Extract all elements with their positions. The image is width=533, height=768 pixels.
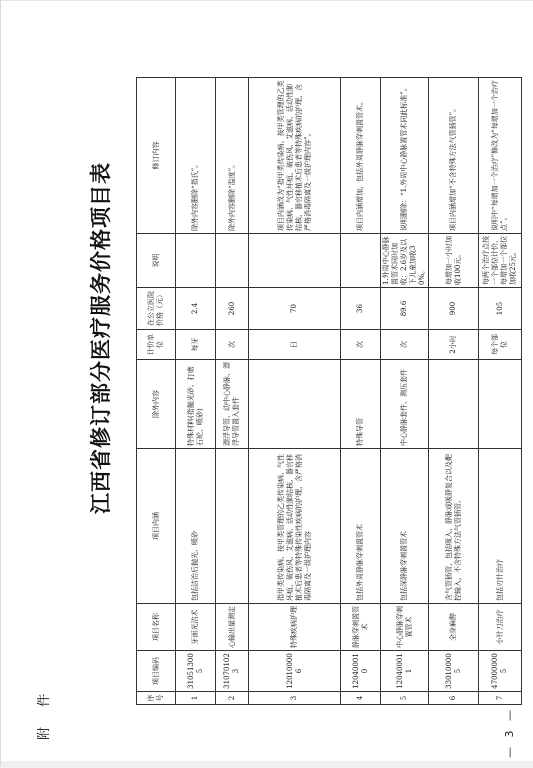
rotated-content — [1, 1, 533, 768]
cell-unit: 每牙 — [176, 330, 216, 360]
cell-note: 每增加一小时加收100元。 — [429, 234, 479, 288]
table-row — [249, 78, 341, 705]
cell-note — [176, 234, 216, 288]
cell-price: 260 — [216, 288, 249, 330]
cell-price: 2.4 — [176, 288, 216, 330]
price-revision-table — [136, 77, 522, 705]
cell-no: 3 — [249, 692, 341, 705]
cell-revision: 说明中“每增加一个治疗”修改为“每增加一个治疗点”。 — [479, 78, 522, 234]
cell-content: 包括外周静脉穿刺置管术 — [341, 449, 381, 604]
cell-name: 中心静脉穿刺置管术 — [381, 604, 429, 651]
cell-name: 牙面光洁术 — [176, 604, 216, 651]
cell-price: 900 — [429, 288, 479, 330]
cell-code: 310513005 — [176, 651, 216, 692]
col-header-code: 项目编码 — [137, 651, 176, 692]
cell-revision: 说明删除：“1.外周中心静脉置管术同此标准”。 — [381, 78, 429, 234]
cell-no: 4 — [341, 692, 381, 705]
col-header-unit: 计价单位 — [137, 330, 176, 360]
cell-content: 包括深静脉穿刺置管术 — [381, 449, 429, 604]
cell-note — [216, 234, 249, 288]
table-row — [429, 78, 479, 705]
col-header-no: 序号 — [137, 692, 176, 705]
cell-no: 2 — [216, 692, 249, 705]
cell-revision: 项目内涵增加，包括外周静脉穿刺置管术。 — [341, 78, 381, 234]
cell-name: 静脉穿刺置管术 — [341, 604, 381, 651]
cell-excluded: 漂浮导管、动中心静脉、漂浮导管置入套件 — [216, 360, 249, 449]
cell-excluded — [249, 360, 341, 449]
col-header-price: 在公立医院价格（元） — [137, 288, 176, 330]
cell-content: 含气管插管，包括吸入、静脉或吸静复合以及靶控输入，不含特殊方法气管插管。 — [429, 449, 479, 604]
cell-unit: 次 — [341, 330, 381, 360]
document-title: 江西省修订部分医疗服务价格项目表 — [88, 162, 113, 514]
table-row — [479, 78, 522, 705]
cell-excluded: 中心静脉套件、测压套件 — [381, 360, 429, 449]
table-row — [176, 78, 216, 705]
cell-price: 36 — [341, 288, 381, 330]
cell-content: 包括洁治后抛光、喷砂 — [176, 449, 216, 604]
cell-revision: 项目内涵改为“指甲类传染病、按甲类管理的乙类传染病、气性坏疽、破伤风、艾滋病、活动性肺结核、器官移植术后患者等特殊疾病的护理，含严格消毒隔离及一级护理内容”。 — [249, 78, 341, 234]
cell-price: 89.6 — [381, 288, 429, 330]
cell-no: 5 — [381, 692, 429, 705]
cell-code: 470000005 — [479, 651, 522, 692]
cell-revision: 项目内涵增加“不含特殊方法气管插管”。 — [429, 78, 479, 234]
cell-price: 105 — [479, 288, 522, 330]
cell-excluded — [479, 360, 522, 449]
cell-note: 1.外周中心静脉置管术同时加收；2.6岁及以下儿童加收30%。 — [381, 234, 429, 288]
attachment-label: 附 件 — [37, 685, 52, 740]
cell-unit: 2小时 — [429, 330, 479, 360]
cell-content: 指甲类传染病、按甲类管理的乙类传染病、气性坏疽、破伤风、艾滋病、活动性肺结核、器官移植术后患者等特殊传染性疾病的护理，含严格消毒隔离及一级护理内容 — [249, 449, 341, 604]
col-header-name: 项目名称 — [137, 604, 176, 651]
page-number: — 3 — — [503, 707, 516, 758]
table-row — [381, 78, 429, 705]
col-header-note: 说明 — [137, 234, 176, 288]
col-header-revision: 修订内容 — [137, 78, 176, 234]
col-header-content: 项目内涵 — [137, 449, 176, 604]
cell-unit: 次 — [216, 330, 249, 360]
cell-note — [341, 234, 381, 288]
cell-unit: 日 — [249, 330, 341, 360]
cell-name: 心输出量测定 — [216, 604, 249, 651]
cell-name: 小针刀治疗 — [479, 604, 522, 651]
cell-excluded: 特殊材料(指抛光砂、打磨石轮、喷砂) — [176, 360, 216, 449]
cell-code: 120100006 — [249, 651, 341, 692]
cell-revision: 除外内容删除“温度”。 — [216, 78, 249, 234]
cell-no: 7 — [479, 692, 522, 705]
cell-unit: 次 — [381, 330, 429, 360]
cell-no: 6 — [429, 692, 479, 705]
cell-content — [216, 449, 249, 604]
cell-name: 全身麻醉 — [429, 604, 479, 651]
cell-excluded: 特殊导管 — [341, 360, 381, 449]
col-header-excluded: 除外内容 — [137, 360, 176, 449]
cell-price: 70 — [249, 288, 341, 330]
table-row — [216, 78, 249, 705]
cell-code: 330100005 — [429, 651, 479, 692]
cell-excluded — [429, 360, 479, 449]
cell-note: 每两个治疗点按一个部位计价，每增加一个部位加收25元。 — [479, 234, 522, 288]
cell-code: 310701023 — [216, 651, 249, 692]
cell-name: 特殊疾病护理 — [249, 604, 341, 651]
table-header-row — [137, 78, 176, 705]
cell-revision: 除外内容删除“指氏”。 — [176, 78, 216, 234]
cell-unit: 每个部位 — [479, 330, 522, 360]
cell-note — [249, 234, 341, 288]
cell-content: 包括刃针治疗 — [479, 449, 522, 604]
cell-no: 1 — [176, 692, 216, 705]
table-row — [341, 78, 381, 705]
cell-code: 120400010 — [341, 651, 381, 692]
cell-code: 120400011 — [381, 651, 429, 692]
